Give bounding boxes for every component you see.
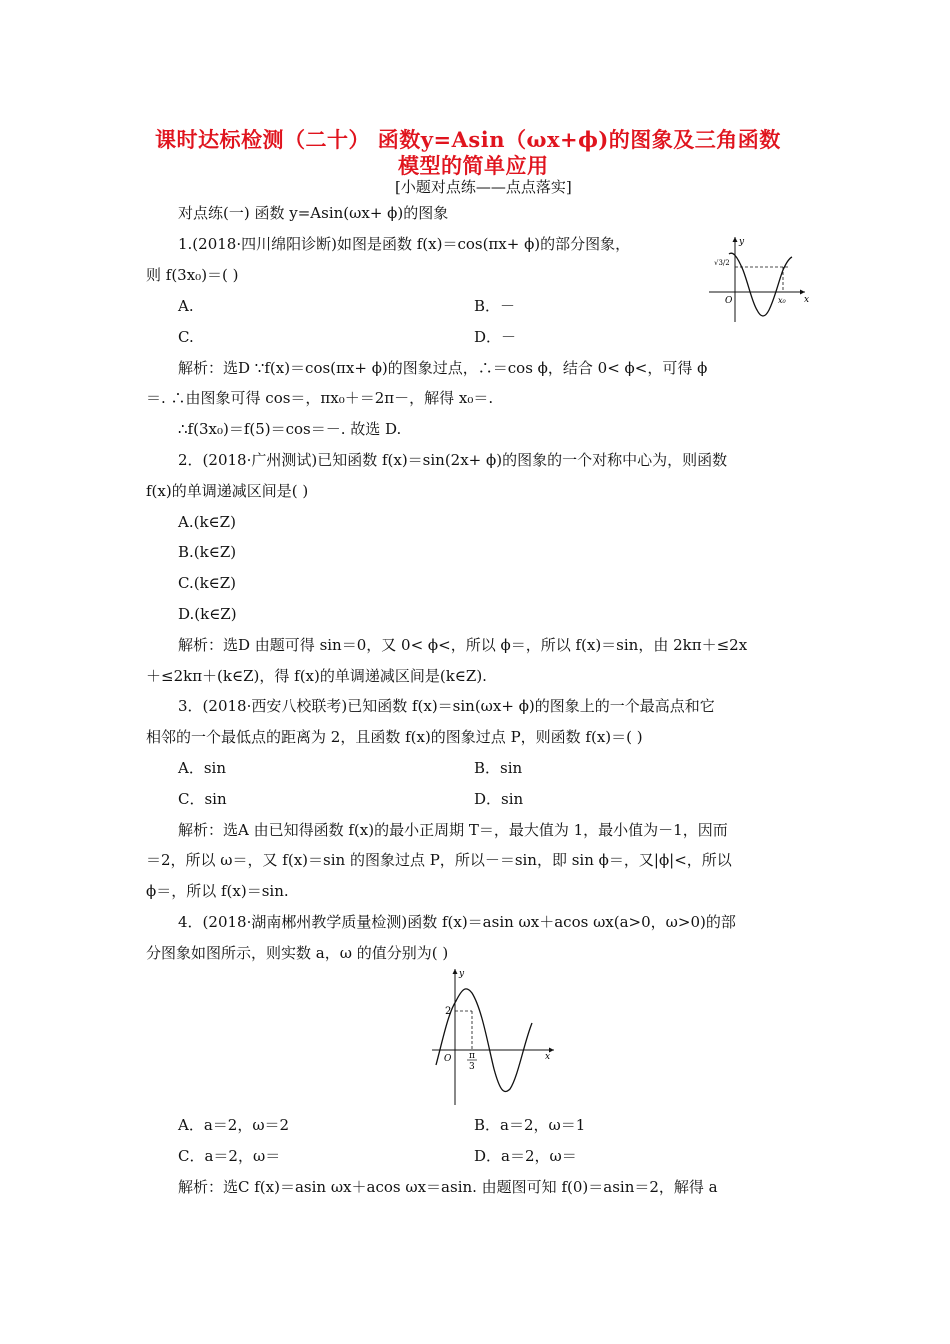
q1-stem: 1.(2018·四川绵阳诊断)如图是函数 f(x)＝cos(πx+ ϕ)的部分图象， bbox=[178, 235, 631, 253]
q3-option-a: A．sin bbox=[178, 759, 226, 777]
q3-solution: ＝2，所以 ω＝，又 f(x)＝sin 的图象过点 P，所以－＝sin，即 sin ϕ＝，又|ϕ|<，所以 bbox=[146, 851, 732, 869]
q2-option-d: D.(k∈Z) bbox=[178, 605, 237, 623]
q1-solution: 解析：选D ∵f(x)＝cos(πx+ ϕ)的图象过点，∴＝cos ϕ，结合 0< ϕ<，可得 ϕ bbox=[178, 359, 708, 377]
page-title-line2: 模型的简单应用 bbox=[398, 153, 549, 178]
q4-option-b: B．a＝2，ω＝1 bbox=[474, 1116, 586, 1134]
q1-origin-label: O bbox=[725, 296, 733, 306]
q1-x0-label: x₀ bbox=[778, 296, 786, 305]
q2-option-b: B.(k∈Z) bbox=[178, 543, 237, 561]
q4-origin-label: O bbox=[444, 1054, 452, 1064]
q4-option-a: A．a＝2，ω＝2 bbox=[178, 1116, 290, 1134]
q2-option-c: C.(k∈Z) bbox=[178, 574, 237, 592]
q4-x-label: x bbox=[545, 1052, 551, 1062]
q2-stem: f(x)的单调递减区间是( ) bbox=[146, 482, 309, 500]
q2-solution: 解析：选D 由题可得 sin＝0，又 0< ϕ<，所以 ϕ＝，所以 f(x)＝sin，由 2kπ＋≤2x bbox=[178, 636, 748, 654]
q3-stem: 相邻的一个最低点的距离为 2，且函数 f(x)的图象过点 P，则函数 f(x)＝( ) bbox=[146, 728, 643, 746]
q1-stem: 则 f(3x₀)＝( ) bbox=[146, 266, 239, 284]
q4-three-label: 3 bbox=[469, 1062, 475, 1072]
q1-option-d: D．－ bbox=[474, 328, 517, 346]
q1-solution: ∴f(3x₀)＝f(5)＝cos＝－. 故选 D. bbox=[178, 420, 402, 438]
q1-x-label: x bbox=[804, 295, 810, 305]
q1-graph bbox=[705, 232, 810, 324]
q1-y-tick-label: √3/2 bbox=[714, 259, 730, 267]
q1-option-a: A. bbox=[178, 297, 194, 315]
section-heading: 对点练(一) 函数 y=Asin(ωx+ ϕ)的图象 bbox=[178, 204, 449, 222]
q4-option-d: D．a＝2，ω＝ bbox=[474, 1147, 577, 1165]
q2-stem: 2．(2018·广州测试)已知函数 f(x)＝sin(2x+ ϕ)的图象的一个对称中心为，则函数 bbox=[178, 451, 728, 469]
q4-y-tick-label: 2 bbox=[445, 1006, 452, 1017]
q4-option-c: C．a＝2，ω＝ bbox=[178, 1147, 281, 1165]
q4-graph bbox=[428, 965, 558, 1107]
q4-stem: 4．(2018·湖南郴州教学质量检测)函数 f(x)＝asin ωx＋acos ωx(a>0，ω>0)的部 bbox=[178, 913, 736, 931]
q2-solution: ＋≤2kπ＋(k∈Z)，得 f(x)的单调递减区间是(k∈Z). bbox=[146, 667, 487, 685]
q1-option-b: B．－ bbox=[474, 297, 516, 315]
q3-solution: ϕ＝，所以 f(x)＝sin. bbox=[146, 882, 289, 900]
q4-stem: 分图象如图所示，则实数 a，ω 的值分别为( ) bbox=[146, 944, 449, 962]
q1-y-label: y bbox=[739, 237, 745, 247]
page-title: 课时达标检测（二十） 函数y=Asin（ωx+ϕ)的图象及三角函数 bbox=[155, 127, 781, 152]
q1-solution: ＝. ∴由图象可得 cos＝，πx₀＋＝2π－，解得 x₀＝. bbox=[146, 389, 494, 407]
q4-y-label: y bbox=[459, 969, 465, 979]
page-subtitle: [小题对点练——点点落实] bbox=[395, 178, 572, 196]
q3-option-b: B．sin bbox=[474, 759, 523, 777]
q3-solution: 解析：选A 由已知得函数 f(x)的最小正周期 T＝，最大值为 1，最小值为－1，因而 bbox=[178, 821, 728, 839]
q3-option-d: D．sin bbox=[474, 790, 524, 808]
q2-option-a: A.(k∈Z) bbox=[178, 513, 236, 531]
q4-solution: 解析：选C f(x)＝asin ωx＋acos ωx＝asin. 由题图可知 f(0)＝asin＝2，解得 a bbox=[178, 1178, 718, 1196]
q3-option-c: C．sin bbox=[178, 790, 227, 808]
q1-option-c: C. bbox=[178, 328, 194, 346]
q4-pi-label: π bbox=[469, 1051, 475, 1061]
q3-stem: 3．(2018·西安八校联考)已知函数 f(x)＝sin(ωx+ ϕ)的图象上的一个最高点和它 bbox=[178, 697, 715, 715]
